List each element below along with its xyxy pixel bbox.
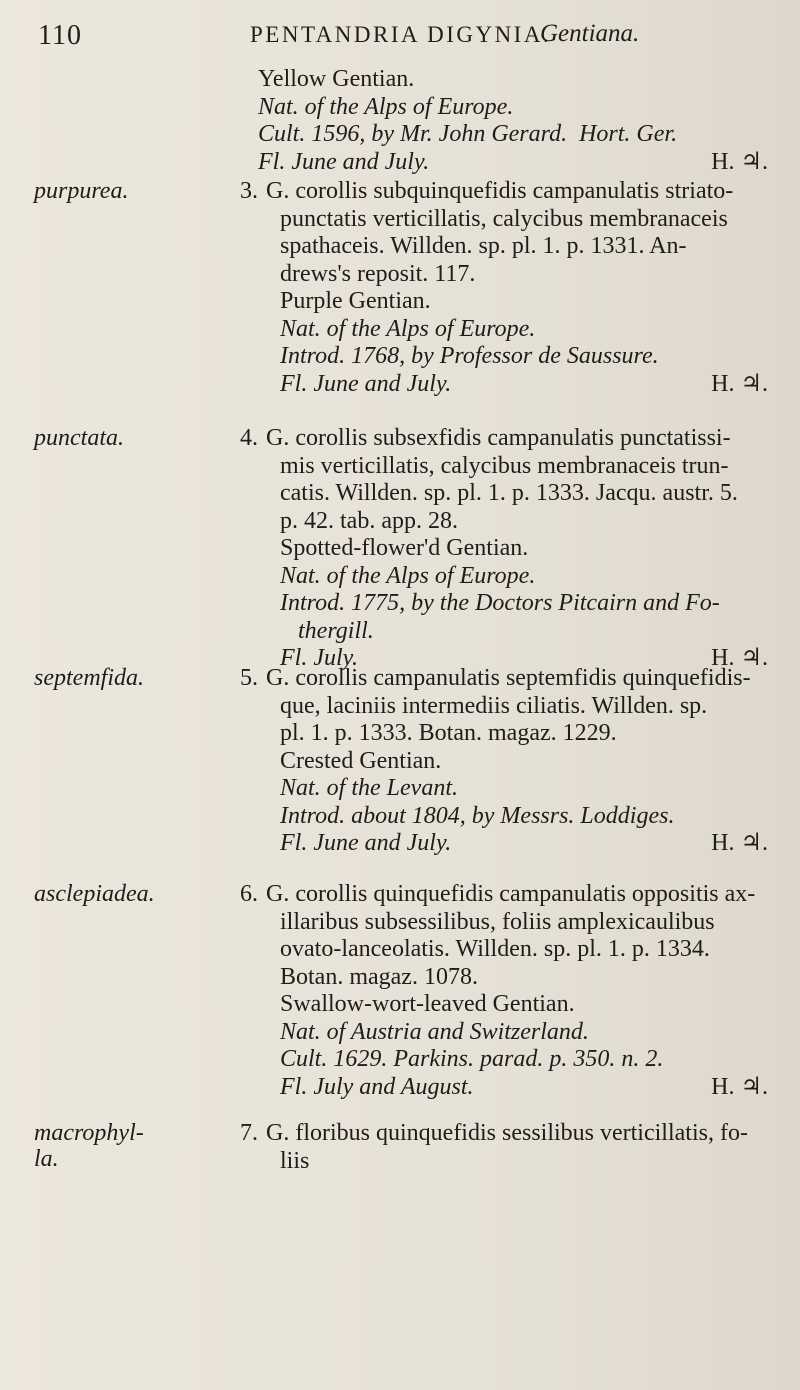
page-header xyxy=(0,20,800,60)
habit-mark: H. ♃. xyxy=(711,370,768,397)
running-head: PENTANDRIA DIGYNIA. xyxy=(250,22,552,47)
introd-line: Introd. 1775, by the Doctors Pitcairn and Fo- xyxy=(280,590,720,616)
description-line: Botan. magaz. 1078. xyxy=(280,963,478,990)
introd-line: Introd. about 1804, by Messrs. Loddiges. xyxy=(280,802,675,829)
species-body xyxy=(258,425,768,673)
common-name: Swallow-wort-leaved Gentian. xyxy=(280,991,575,1017)
nat-line: Nat. of the Levant. xyxy=(280,775,458,801)
species-body xyxy=(258,1120,768,1175)
species-number: 3. xyxy=(240,178,258,204)
fl-line: Fl. July. xyxy=(280,645,358,671)
description-line: ovato-lanceolatis. Willden. sp. pl. 1. p. 1334. xyxy=(280,936,710,962)
introd-line: Cult. 1629. Parkins. parad. p. 350. n. 2. xyxy=(280,1046,664,1072)
description-line: liis xyxy=(280,1147,310,1174)
fl-line: Fl. June and July. xyxy=(280,370,452,397)
habit-mark: H. ♃. xyxy=(711,645,768,671)
intro-body xyxy=(258,66,768,176)
description-line: que, laciniis intermediis ciliatis. Willden. sp. xyxy=(280,692,708,719)
margin-epithet: purpurea. xyxy=(34,178,129,204)
description-line: illaribus subsessilibus, foliis amplexicaulibus xyxy=(280,908,715,935)
description-line: pl. 1. p. 1333. Botan. magaz. 1229. xyxy=(280,720,617,746)
habit-mark: H. ♃. xyxy=(711,1073,768,1100)
common-name: Crested Gentian. xyxy=(280,747,442,774)
flowering-row xyxy=(258,830,768,858)
description-line: G. corollis quinquefidis campanulatis oppositis ax- xyxy=(266,881,756,907)
species-body xyxy=(258,178,768,398)
species-number: 4. xyxy=(240,425,258,451)
cult-ref: Hort. Ger. xyxy=(579,121,678,147)
nat-line: Nat. of Austria and Switzerland. xyxy=(280,1018,589,1045)
description-line: catis. Willden. sp. pl. 1. p. 1333. Jacqu. austr. 5. xyxy=(280,480,738,506)
margin-epithet: macrophyl- la. xyxy=(34,1120,144,1172)
margin-epithet: asclepiadea. xyxy=(34,881,155,907)
nat-line: Nat. of the Alps of Europe. xyxy=(280,315,536,342)
description-line: G. corollis campanulatis septemfidis quinquefidis- xyxy=(266,665,751,691)
description-line: spathaceis. Willden. sp. pl. 1. p. 1331. An- xyxy=(280,233,687,259)
species-number: 5. xyxy=(240,665,258,691)
species-body xyxy=(258,665,768,858)
species-body xyxy=(258,881,768,1101)
page-number: 110 xyxy=(38,20,82,51)
fl-line: Fl. June and July. xyxy=(280,830,452,856)
running-genus: Gentiana. xyxy=(540,20,640,47)
introd-line: Introd. 1768, by Professor de Saussure. xyxy=(280,343,659,369)
fl-line: Fl. June and July. xyxy=(258,148,430,175)
nat-line: Nat. of the Alps of Europe. xyxy=(258,93,514,120)
flowering-row xyxy=(258,371,768,399)
species-number: 7. xyxy=(240,1120,258,1146)
description-line: p. 42. tab. app. 28. xyxy=(280,507,458,534)
fl-line: Fl. July and August. xyxy=(280,1073,474,1100)
description-line: mis verticillatis, calycibus membranaceis trun- xyxy=(280,452,729,479)
nat-line: Nat. of the Alps of Europe. xyxy=(280,562,536,589)
species-number: 6. xyxy=(240,881,258,907)
habit-mark: H. ♃. xyxy=(711,148,768,175)
margin-epithet: punctata. xyxy=(34,425,124,451)
margin-epithet: septemfida. xyxy=(34,665,144,691)
common-name: Purple Gentian. xyxy=(280,288,431,314)
description-line: G. corollis subquinquefidis campanulatis striato- xyxy=(266,178,734,204)
description-line: G. corollis subsexfidis campanulatis punctatissi- xyxy=(266,425,731,451)
description-line: drews's reposit. 117. xyxy=(280,260,476,287)
flowering-row xyxy=(258,1074,768,1102)
description-line: G. floribus quinquefidis sessilibus verticillatis, fo- xyxy=(266,1120,748,1146)
cult-line: Cult. 1596, by Mr. John Gerard. xyxy=(258,121,568,147)
common-name: Spotted-flower'd Gentian. xyxy=(280,535,529,561)
description-line: punctatis verticillatis, calycibus membranaceis xyxy=(280,205,728,232)
introd-line: thergill. xyxy=(298,617,374,644)
common-name: Yellow Gentian. xyxy=(258,66,415,92)
habit-mark: H. ♃. xyxy=(711,830,768,856)
